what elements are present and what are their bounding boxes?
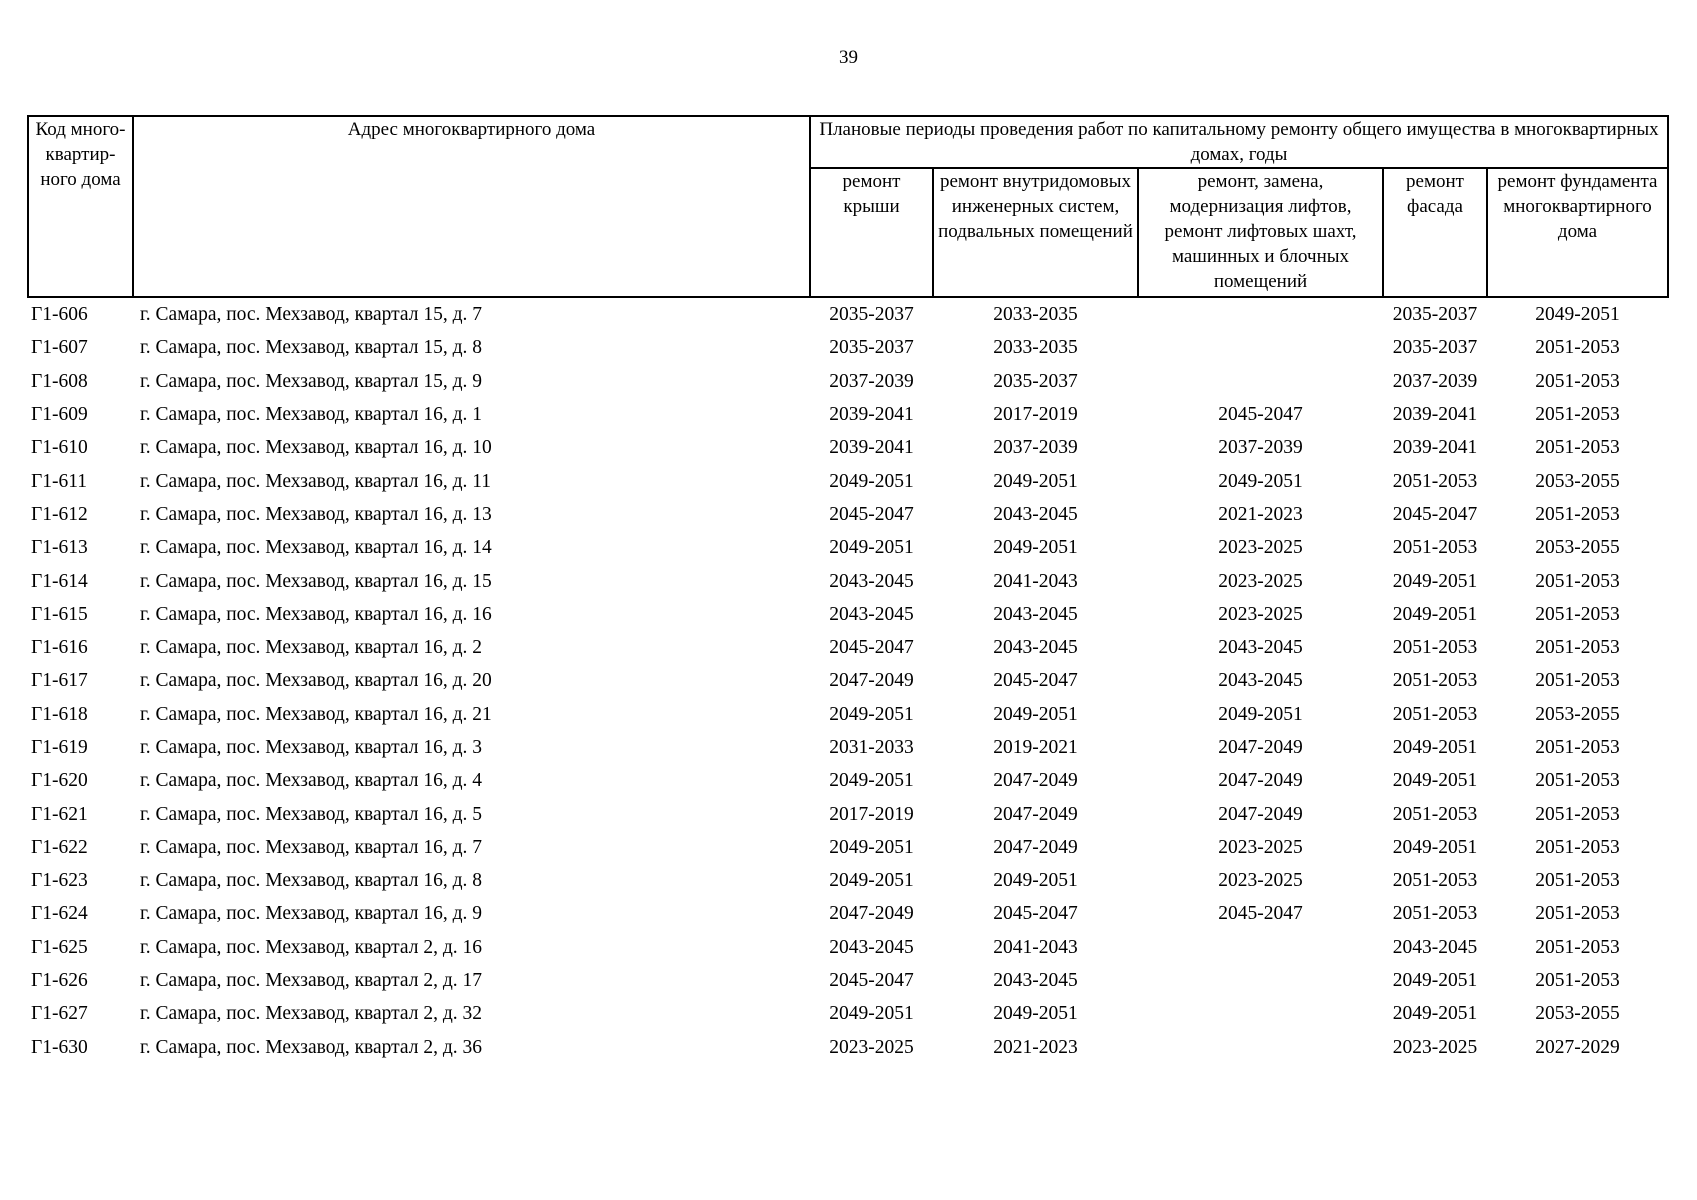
cell-facade: 2051-2053 [1392, 637, 1478, 659]
cell-code: Г1-621 [31, 803, 88, 825]
cell-facade: 2049-2051 [1392, 737, 1478, 758]
cell-foundation: 2053-2055 [1535, 703, 1620, 725]
cell-lifts: 2021-2023 [1218, 503, 1303, 525]
cell-code: Г1-615 [31, 603, 88, 625]
cell-foundation: 2027-2029 [1535, 1036, 1620, 1058]
cell-facade: 2051-2053 [1392, 470, 1478, 492]
cell-roof: 2049-2051 [829, 537, 914, 559]
cell-engineering: 2047-2049 [993, 836, 1078, 858]
cell-facade: 2051-2053 [1392, 670, 1478, 692]
cell-roof: 2031-2033 [829, 737, 914, 758]
table-row [28, 764, 1668, 797]
cell-code: Г1-620 [31, 770, 88, 792]
cell-code: Г1-624 [31, 903, 88, 925]
cell-engineering: 2043-2045 [993, 603, 1078, 625]
cell-lifts: 2045-2047 [1218, 903, 1303, 925]
cell-roof: 2045-2047 [829, 970, 914, 992]
cell-roof: 2017-2019 [829, 803, 914, 825]
cell-lifts [1138, 964, 1383, 997]
cell-address: г. Самара, пос. Мехзавод, квартал 16, д. 13 [140, 503, 492, 525]
cell-foundation: 2051-2053 [1535, 936, 1620, 958]
cell-code: Г1-610 [31, 437, 88, 459]
cell-lifts: 2023-2025 [1218, 570, 1303, 592]
cell-code: Г1-622 [31, 836, 88, 858]
cell-address: г. Самара, пос. Мехзавод, квартал 2, д. 17 [140, 970, 483, 992]
cell-code: Г1-625 [31, 936, 88, 958]
table-row [28, 731, 1668, 764]
cell-facade: 2049-2051 [1392, 836, 1478, 858]
table-row [28, 297, 1668, 331]
cell-facade: 2051-2053 [1392, 803, 1478, 825]
table-row [28, 797, 1668, 830]
cell-lifts: 2047-2049 [1218, 737, 1303, 758]
cell-facade: 2039-2041 [1392, 437, 1478, 459]
cell-facade: 2035-2037 [1392, 337, 1478, 359]
cell-address: г. Самара, пос. Мехзавод, квартал 2, д. 32 [140, 1003, 483, 1025]
cell-roof: 2049-2051 [829, 470, 914, 492]
cell-facade: 2051-2053 [1392, 537, 1478, 559]
cell-foundation: 2051-2053 [1535, 637, 1620, 659]
header-roof: ремонт крыши [810, 168, 933, 297]
cell-foundation: 2051-2053 [1535, 570, 1620, 592]
cell-address: г. Самара, пос. Мехзавод, квартал 16, д. 1 [140, 404, 483, 426]
cell-foundation: 2049-2051 [1535, 304, 1620, 326]
table-row [28, 365, 1668, 398]
cell-roof: 2023-2025 [829, 1036, 914, 1058]
cell-address: г. Самара, пос. Мехзавод, квартал 16, д. 10 [140, 437, 492, 459]
cell-foundation: 2051-2053 [1535, 404, 1620, 426]
cell-foundation: 2051-2053 [1535, 970, 1620, 992]
cell-foundation: 2051-2053 [1535, 603, 1620, 625]
table-body [28, 297, 1668, 1064]
cell-roof: 2045-2047 [829, 637, 914, 659]
table-row [28, 531, 1668, 564]
cell-facade: 2049-2051 [1392, 1003, 1478, 1025]
cell-facade: 2043-2045 [1392, 936, 1478, 958]
cell-facade: 2049-2051 [1392, 770, 1478, 792]
table-row [28, 464, 1668, 497]
cell-lifts [1138, 297, 1383, 331]
cell-engineering: 2037-2039 [993, 437, 1078, 459]
cell-address: г. Самара, пос. Мехзавод, квартал 16, д. 21 [140, 703, 492, 725]
cell-engineering: 2043-2045 [993, 637, 1078, 659]
header-engineering: ремонт внутридомовых инженерных систем, подвальных помещений [933, 168, 1138, 297]
cell-engineering: 2017-2019 [993, 404, 1078, 426]
cell-roof: 2049-2051 [829, 770, 914, 792]
cell-foundation: 2051-2053 [1535, 770, 1620, 792]
cell-address: г. Самара, пос. Мехзавод, квартал 15, д. 7 [140, 304, 483, 326]
table-row [28, 1031, 1668, 1064]
cell-lifts [1138, 331, 1383, 364]
cell-engineering: 2047-2049 [993, 803, 1078, 825]
cell-lifts: 2043-2045 [1218, 670, 1303, 692]
cell-address: г. Самара, пос. Мехзавод, квартал 16, д. 7 [140, 836, 483, 858]
cell-address: г. Самара, пос. Мехзавод, квартал 16, д. 4 [140, 770, 483, 792]
table-row [28, 498, 1668, 531]
cell-address: г. Самара, пос. Мехзавод, квартал 16, д. 15 [140, 570, 492, 592]
cell-lifts: 2047-2049 [1218, 803, 1303, 825]
header-planned-periods: Плановые периоды проведения работ по капитальному ремонту общего имущества в многоквартирных домах, годы [810, 116, 1668, 168]
cell-engineering: 2049-2051 [993, 1003, 1078, 1025]
cell-code: Г1-606 [31, 304, 88, 326]
cell-code: Г1-626 [31, 970, 88, 992]
page-number: 39 [839, 47, 858, 68]
cell-address: г. Самара, пос. Мехзавод, квартал 15, д. 9 [140, 370, 483, 392]
table-row [28, 897, 1668, 930]
cell-facade: 2037-2039 [1392, 370, 1478, 392]
table-row [28, 931, 1668, 964]
cell-engineering: 2049-2051 [993, 537, 1078, 559]
cell-foundation: 2051-2053 [1535, 803, 1620, 825]
cell-engineering: 2047-2049 [993, 770, 1078, 792]
cell-code: Г1-611 [31, 470, 88, 492]
cell-address: г. Самара, пос. Мехзавод, квартал 16, д. 20 [140, 670, 492, 692]
cell-code: Г1-623 [31, 870, 88, 892]
cell-engineering: 2041-2043 [993, 570, 1078, 592]
cell-foundation: 2053-2055 [1535, 1003, 1620, 1025]
header-code: Код много-квартир-ного дома [28, 116, 133, 297]
cell-address: г. Самара, пос. Мехзавод, квартал 16, д. 16 [140, 603, 492, 625]
header-facade: ремонт фасада [1383, 168, 1487, 297]
table-row [28, 398, 1668, 431]
cell-lifts: 2023-2025 [1218, 603, 1303, 625]
cell-code: Г1-614 [31, 570, 88, 592]
cell-engineering: 2043-2045 [993, 503, 1078, 525]
cell-engineering: 2043-2045 [993, 970, 1078, 992]
cell-foundation: 2053-2055 [1535, 537, 1620, 559]
cell-lifts: 2023-2025 [1218, 870, 1303, 892]
table-row [28, 331, 1668, 364]
cell-facade: 2023-2025 [1392, 1036, 1478, 1058]
header-address: Адрес многоквартирного дома [133, 116, 810, 297]
cell-lifts: 2045-2047 [1218, 404, 1303, 426]
cell-roof: 2037-2039 [829, 370, 914, 392]
cell-engineering: 2035-2037 [993, 370, 1078, 392]
cell-engineering: 2049-2051 [993, 470, 1078, 492]
cell-foundation: 2053-2055 [1535, 470, 1620, 492]
cell-lifts [1138, 931, 1383, 964]
cell-address: г. Самара, пос. Мехзавод, квартал 15, д. 8 [140, 337, 483, 359]
cell-lifts: 2049-2051 [1218, 703, 1303, 725]
cell-lifts [1138, 997, 1383, 1030]
cell-engineering: 2019-2021 [993, 737, 1078, 758]
cell-code: Г1-616 [31, 637, 88, 659]
cell-facade: 2051-2053 [1392, 870, 1478, 892]
cell-address: г. Самара, пос. Мехзавод, квартал 16, д. 8 [140, 870, 483, 892]
cell-foundation: 2051-2053 [1535, 337, 1620, 359]
cell-foundation: 2051-2053 [1535, 737, 1620, 758]
cell-lifts: 2049-2051 [1218, 470, 1303, 492]
cell-address: г. Самара, пос. Мехзавод, квартал 16, д. 14 [140, 537, 492, 559]
cell-engineering: 2045-2047 [993, 670, 1078, 692]
cell-facade: 2051-2053 [1392, 703, 1478, 725]
cell-code: Г1-617 [31, 670, 88, 692]
table-row [28, 864, 1668, 897]
cell-foundation: 2051-2053 [1535, 903, 1620, 925]
cell-engineering: 2033-2035 [993, 337, 1078, 359]
cell-code: Г1-612 [31, 503, 88, 525]
cell-foundation: 2051-2053 [1535, 870, 1620, 892]
cell-roof: 2049-2051 [829, 1003, 914, 1025]
cell-roof: 2043-2045 [829, 570, 914, 592]
cell-roof: 2049-2051 [829, 703, 914, 725]
cell-facade: 2045-2047 [1392, 503, 1478, 525]
table-row [28, 831, 1668, 864]
cell-roof: 2035-2037 [829, 304, 914, 326]
cell-foundation: 2051-2053 [1535, 503, 1620, 525]
cell-lifts: 2037-2039 [1218, 437, 1303, 459]
cell-address: г. Самара, пос. Мехзавод, квартал 2, д. 16 [140, 936, 483, 958]
cell-facade: 2035-2037 [1392, 304, 1478, 326]
table-row [28, 598, 1668, 631]
cell-address: г. Самара, пос. Мехзавод, квартал 16, д. 9 [140, 903, 483, 925]
cell-lifts: 2023-2025 [1218, 836, 1303, 858]
cell-address: г. Самара, пос. Мехзавод, квартал 16, д. 11 [140, 470, 492, 492]
header-foundation: ремонт фундамента многоквартирного дома [1487, 168, 1668, 297]
cell-roof: 2047-2049 [829, 903, 914, 925]
cell-facade: 2051-2053 [1392, 903, 1478, 925]
table-row [28, 964, 1668, 997]
cell-roof: 2049-2051 [829, 870, 914, 892]
cell-code: Г1-618 [31, 703, 88, 725]
cell-address: г. Самара, пос. Мехзавод, квартал 16, д. 2 [140, 637, 483, 659]
cell-code: Г1-613 [31, 537, 88, 559]
cell-foundation: 2051-2053 [1535, 670, 1620, 692]
table-row [28, 664, 1668, 697]
cell-roof: 2035-2037 [829, 337, 914, 359]
table-header [28, 116, 1668, 297]
cell-lifts [1138, 365, 1383, 398]
cell-code: Г1-627 [31, 1003, 88, 1025]
repair-schedule-table [27, 115, 1669, 1064]
cell-engineering: 2033-2035 [993, 304, 1078, 326]
cell-engineering: 2049-2051 [993, 703, 1078, 725]
cell-facade: 2049-2051 [1392, 970, 1478, 992]
cell-roof: 2049-2051 [829, 836, 914, 858]
table-row [28, 997, 1668, 1030]
cell-code: Г1-609 [31, 404, 88, 426]
cell-lifts: 2043-2045 [1218, 637, 1303, 659]
cell-facade: 2049-2051 [1392, 603, 1478, 625]
cell-roof: 2043-2045 [829, 603, 914, 625]
cell-lifts [1138, 1031, 1383, 1064]
cell-engineering: 2021-2023 [993, 1036, 1078, 1058]
cell-roof: 2045-2047 [829, 503, 914, 525]
cell-roof: 2039-2041 [829, 437, 914, 459]
table-row [28, 564, 1668, 597]
cell-address: г. Самара, пос. Мехзавод, квартал 16, д. 5 [140, 803, 483, 825]
cell-address: г. Самара, пос. Мехзавод, квартал 2, д. 36 [140, 1036, 483, 1058]
cell-foundation: 2051-2053 [1535, 437, 1620, 459]
cell-roof: 2047-2049 [829, 670, 914, 692]
cell-facade: 2039-2041 [1392, 404, 1478, 426]
cell-roof: 2039-2041 [829, 404, 914, 426]
cell-foundation: 2051-2053 [1535, 370, 1620, 392]
cell-roof: 2043-2045 [829, 936, 914, 958]
cell-engineering: 2045-2047 [993, 903, 1078, 925]
cell-foundation: 2051-2053 [1535, 836, 1620, 858]
cell-engineering: 2041-2043 [993, 936, 1078, 958]
header-lifts: ремонт, замена, модернизация лифтов, ремонт лифтовых шахт, машинных и блочных помещений [1138, 168, 1383, 297]
cell-facade: 2049-2051 [1392, 570, 1478, 592]
cell-code: Г1-608 [31, 370, 88, 392]
cell-lifts: 2047-2049 [1218, 770, 1303, 792]
cell-engineering: 2049-2051 [993, 870, 1078, 892]
table-row [28, 431, 1668, 464]
cell-address: г. Самара, пос. Мехзавод, квартал 16, д. 3 [140, 737, 483, 758]
table-row [28, 631, 1668, 664]
cell-code: Г1-607 [31, 337, 88, 359]
table-row [28, 698, 1668, 731]
cell-code: Г1-619 [31, 737, 88, 758]
cell-code: Г1-630 [31, 1036, 88, 1058]
cell-lifts: 2023-2025 [1218, 537, 1303, 559]
